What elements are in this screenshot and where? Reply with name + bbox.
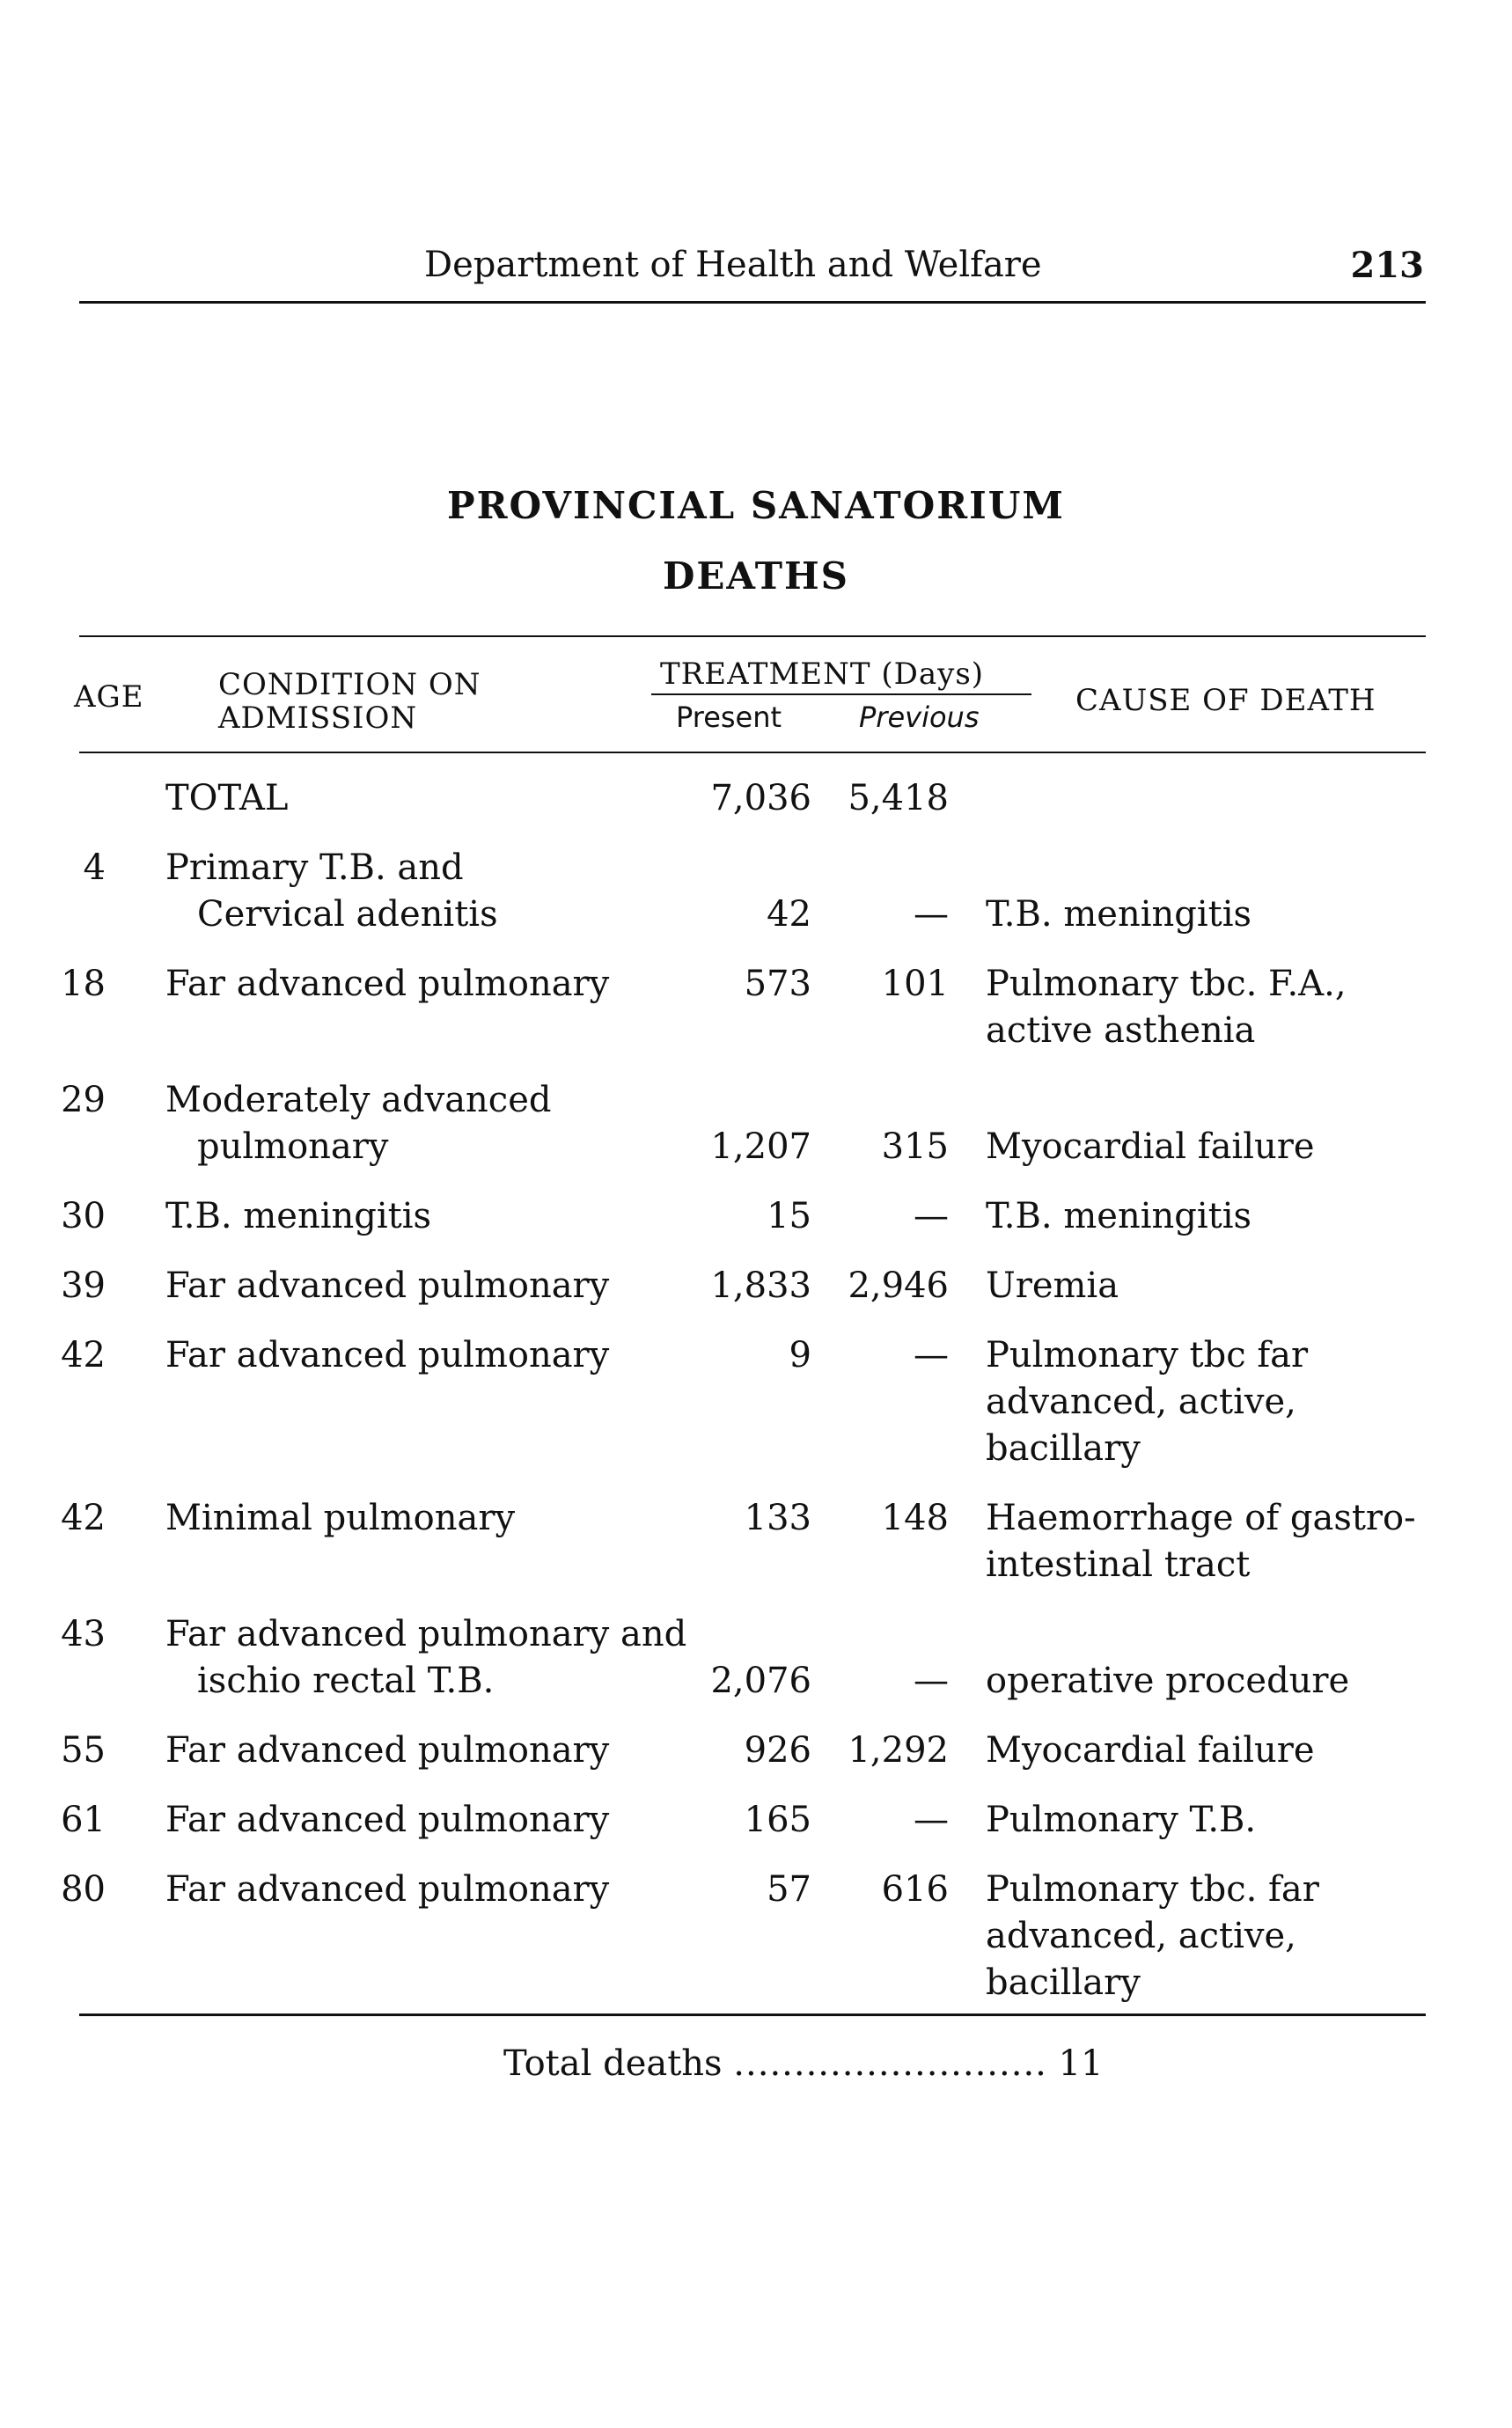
table-row-condition: pulmonary — [197, 1126, 389, 1167]
table-title: PROVINCIAL SANATORIUM — [447, 484, 1065, 527]
table-row-condition: Cervical adenitis — [197, 894, 498, 935]
table-row-age: 4 — [83, 847, 106, 888]
table-row-present: 42 — [767, 894, 811, 935]
table-row-cause: bacillary — [986, 1962, 1141, 2003]
table-row-age: 42 — [61, 1335, 106, 1375]
column-header-condition-line1: CONDITION ON — [218, 667, 481, 702]
table-row-present: 133 — [744, 1498, 811, 1538]
column-header-age: AGE — [74, 679, 144, 715]
table-subtitle: DEATHS — [663, 554, 849, 598]
table-row-age: 55 — [61, 1730, 106, 1771]
table-row-previous: — — [914, 1800, 949, 1840]
table-row-age: 29 — [61, 1080, 106, 1120]
table-row-condition: Far advanced pulmonary — [165, 1730, 610, 1771]
table-row-condition: Far advanced pulmonary — [165, 1335, 610, 1375]
table-row-condition: Minimal pulmonary — [165, 1498, 516, 1538]
table-row-previous: 1,292 — [848, 1730, 949, 1771]
table-row-condition: Far advanced pulmonary — [165, 964, 610, 1004]
table-row-cause: bacillary — [986, 1428, 1141, 1469]
table-row-cause: Pulmonary tbc far — [986, 1335, 1309, 1375]
table-row-previous: — — [914, 1335, 949, 1375]
total-row-label: TOTAL — [165, 778, 289, 818]
column-header-previous: Previous — [859, 701, 980, 734]
treatment-header-rule — [651, 693, 1031, 695]
table-row-condition: Primary T.B. and — [165, 847, 464, 888]
table-row-cause: T.B. meningitis — [986, 1196, 1252, 1236]
column-header-treatment: TREATMENT (Days) — [660, 657, 985, 692]
table-row-cause: advanced, active, — [986, 1916, 1296, 1956]
table-row-present: 1,207 — [710, 1126, 811, 1167]
table-row-previous: 101 — [881, 964, 949, 1004]
table-row-condition: Far advanced pulmonary — [165, 1265, 610, 1306]
total-row-present: 7,036 — [710, 778, 811, 818]
table-row-previous: — — [914, 894, 949, 935]
column-header-condition-line2: ADMISSION — [218, 701, 418, 736]
table-row-cause: Uremia — [986, 1265, 1119, 1306]
total-row-previous: 5,418 — [848, 778, 949, 818]
table-row-previous: — — [914, 1661, 949, 1701]
table-row-present: 1,833 — [710, 1265, 811, 1306]
table-row-cause: active asthenia — [986, 1010, 1256, 1051]
page-number: 213 — [1350, 245, 1424, 286]
table-row-present: 9 — [789, 1335, 811, 1375]
table-row-present: 57 — [767, 1869, 811, 1910]
table-bottom-rule — [79, 2014, 1426, 2016]
column-header-cause: CAUSE OF DEATH — [1075, 683, 1376, 718]
table-row-cause: T.B. meningitis — [986, 894, 1252, 935]
total-deaths-value: 11 — [1058, 2043, 1104, 2084]
table-row-previous: 315 — [881, 1126, 949, 1167]
table-row-previous: 2,946 — [848, 1265, 949, 1306]
table-header-top-rule — [79, 635, 1426, 637]
table-row-condition: Far advanced pulmonary and — [165, 1614, 687, 1654]
table-row-age: 61 — [61, 1800, 106, 1840]
table-row-cause: intestinal tract — [986, 1544, 1251, 1585]
table-header-bottom-rule — [79, 752, 1426, 753]
table-row-present: 165 — [744, 1800, 811, 1840]
table-row-condition: Far advanced pulmonary — [165, 1869, 610, 1910]
table-row-age: 42 — [61, 1498, 106, 1538]
table-row-condition: T.B. meningitis — [165, 1196, 432, 1236]
table-row-condition: Far advanced pulmonary — [165, 1800, 610, 1840]
table-row-cause: Pulmonary T.B. — [986, 1800, 1257, 1840]
header-rule — [79, 301, 1426, 304]
total-deaths-line — [503, 2043, 1104, 2084]
total-deaths-label: Total deaths — [503, 2043, 723, 2084]
table-row-present: 2,076 — [710, 1661, 811, 1701]
table-row-cause: Myocardial failure — [986, 1730, 1315, 1771]
table-row-condition: Moderately advanced — [165, 1080, 552, 1120]
table-row-present: 15 — [767, 1196, 811, 1236]
table-row-age: 30 — [61, 1196, 106, 1236]
table-row-previous: 616 — [881, 1869, 949, 1910]
table-row-condition: ischio rectal T.B. — [197, 1661, 495, 1701]
table-row-present: 573 — [744, 964, 811, 1004]
table-row-cause: Myocardial failure — [986, 1126, 1315, 1167]
column-header-present: Present — [676, 701, 782, 734]
table-row-age: 18 — [61, 964, 106, 1004]
table-row-cause: Pulmonary tbc. far — [986, 1869, 1319, 1910]
table-row-age: 43 — [61, 1614, 106, 1654]
table-row-age: 39 — [61, 1265, 106, 1306]
table-row-cause: Haemorrhage of gastro- — [986, 1498, 1416, 1538]
table-row-cause: operative procedure — [986, 1661, 1350, 1701]
table-row-cause: Pulmonary tbc. F.A., — [986, 964, 1347, 1004]
table-row-present: 926 — [744, 1730, 811, 1771]
running-head: Department of Health and Welfare — [424, 245, 1042, 285]
total-deaths-leader: .......................... — [733, 2043, 1047, 2084]
table-row-previous: 148 — [881, 1498, 949, 1538]
table-row-cause: advanced, active, — [986, 1382, 1296, 1422]
table-row-previous: — — [914, 1196, 949, 1236]
table-row-age: 80 — [61, 1869, 106, 1910]
